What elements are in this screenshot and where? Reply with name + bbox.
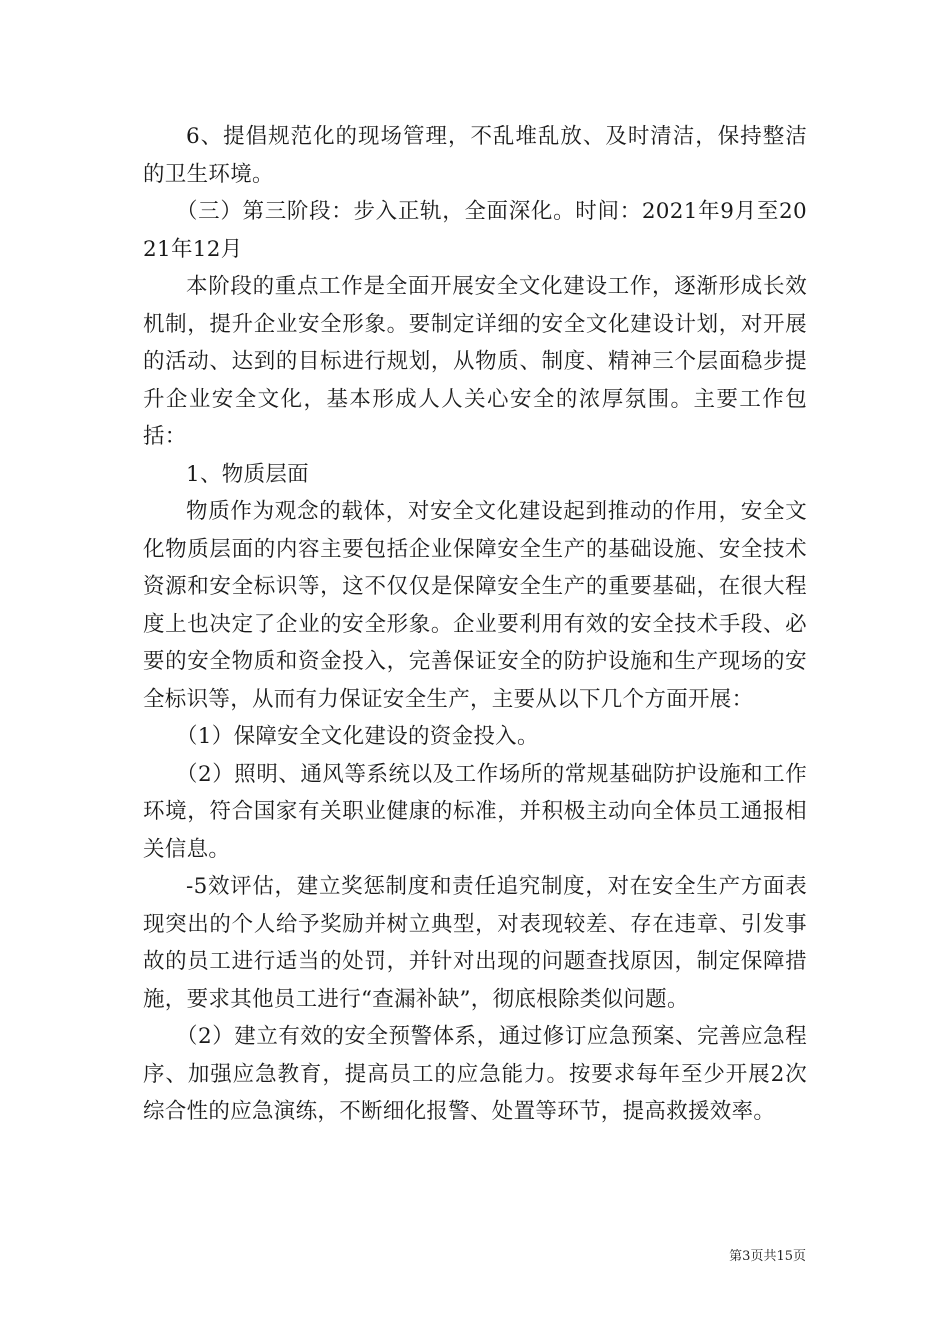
paragraph-phase-three-overview: 本阶段的重点工作是全面开展安全文化建设工作，逐渐形成长效机制，提升企业安全形象。要制定详细的安全文化建设计划，对开展的活动、达到的目标进行规划，从物质、制度、精神三个层面稳步提升企业安全文化，基本形成人人关心安全的浓厚氛围。主要工作包括：: [143, 274, 807, 449]
list-item-facilities: （2）照明、通风等系统以及工作场所的常规基础防护设施和工作环境，符合国家有关职业健康的标准，并积极主动向全体员工通报相关信息。: [143, 761, 807, 862]
section-heading-material-level: 1、物质层面: [186, 461, 309, 487]
page-number: 第3页共15页: [729, 1249, 806, 1264]
paragraph-evaluation: -5效评估，建立奖惩制度和责任追究制度，对在安全生产方面表现突出的个人给予奖励并树立典型，对表现较差、存在违章、引发事故的员工进行适当的处罚，并针对出现的问题查找原因，制定保障措施，要求其他员工进行“查漏补缺”，彻底根除类似问题。: [143, 874, 807, 1012]
paragraph-phase-three-heading: （三）第三阶段：步入正轨，全面深化。时间：2021年9月至2021年12月: [143, 199, 807, 262]
list-item-warning-system: （2）建立有效的安全预警体系，通过修订应急预案、完善应急程序、加强应急教育，提高员工的应急能力。按要求每年至少开展2次综合性的应急演练，不断细化报警、处置等环节，提高救援效率。: [143, 1024, 807, 1124]
paragraph-hygiene-management: 6、提倡规范化的现场管理，不乱堆乱放、及时清洁，保持整洁的卫生环境。: [143, 124, 807, 187]
document-body: [143, 118, 807, 1131]
list-item-funding: （1）保障安全文化建设的资金投入。: [176, 724, 539, 749]
paragraph-material-level: 物质作为观念的载体，对安全文化建设起到推动的作用，安全文化物质层面的内容主要包括企业保障安全生产的基础设施、安全技术资源和安全标识等，这不仅仅是保障安全生产的重要基础，在很大程度上也决定了企业的安全形象。企业要利用有效的安全技术手段、必要的安全物质和资金投入，完善保证安全的防护设施和生产现场的安全标识等，从而有力保证安全生产，主要从以下几个方面开展：: [143, 499, 807, 712]
